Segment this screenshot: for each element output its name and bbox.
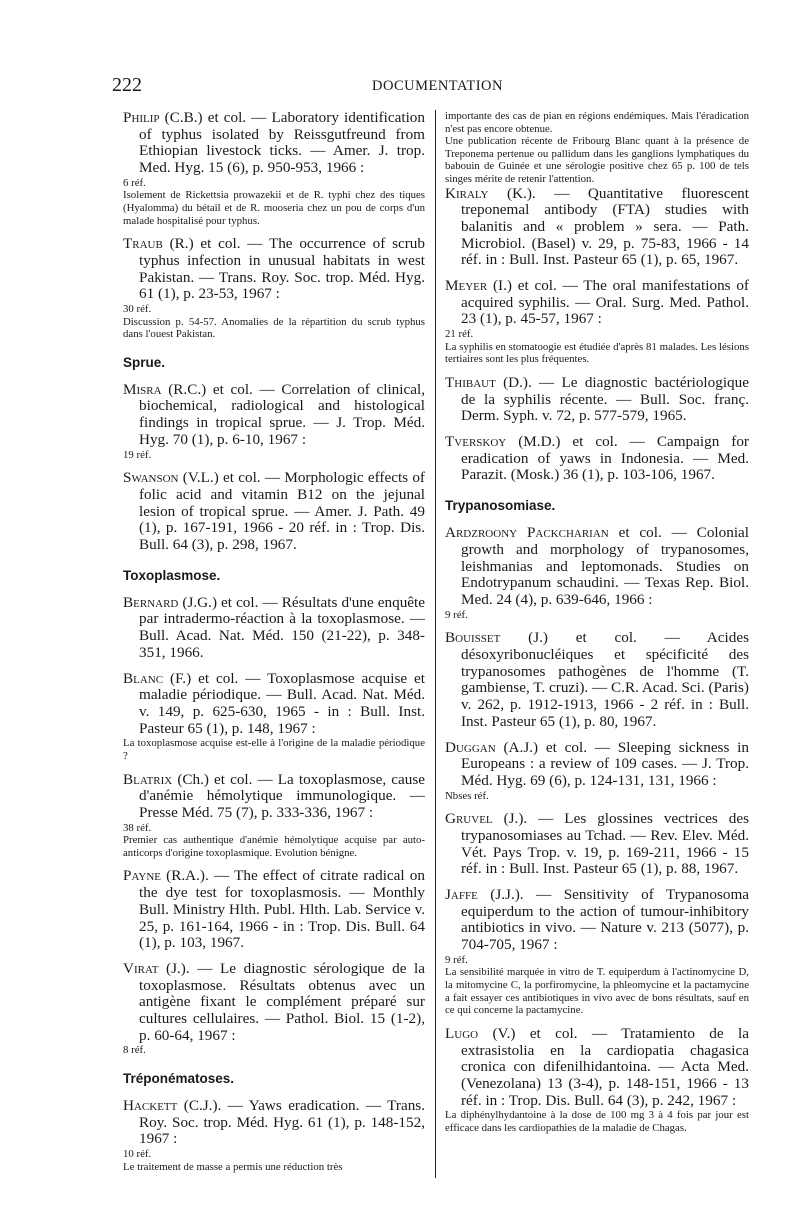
citation-details: (R.C.) et col. — Correlation of clinical, biochemical, radiological and histological findings in tropical sprue. — J. Trop. Méd. Hyg. 70 (1), p. 6-10, 1967 :	[139, 380, 425, 448]
citation-details: (R.) et col. — The occurrence of scrub typhus infection in unusual habitats in west Pakistan. — Trans. Roy. Soc. trop. Méd. Hyg. 61 (1), p. 23-53, 1967 :	[139, 235, 425, 303]
author-name: Lugo	[445, 1024, 479, 1042]
bibliography-entry	[445, 278, 749, 366]
annotation-note: 9 réf.	[445, 608, 468, 621]
bibliography-entry	[445, 740, 749, 803]
citation-text	[123, 470, 425, 554]
citation-text	[123, 961, 425, 1045]
citation-text	[445, 630, 749, 730]
annotation-note: 6 réf.	[123, 176, 146, 189]
bibliography-entry	[123, 868, 425, 952]
annotation-note: Isolement de Rickettsia prowazekii et de R. typhi chez des tiques (Hyalomma) du bétail et de R. mooseria chez un pou de corps d'un malade hospitalisé pour typhus.	[123, 189, 425, 227]
annotation-note: 38 réf.	[123, 821, 152, 834]
bibliography-entry	[445, 186, 749, 270]
annotation-note: Une publication récente de Fribourg Blanc quant à la présence de Treponema pertenue ou pallidum dans les ganglions lymphatiques du babouin de Guinée et une sérologie positive chez 65 p. 100 de tels singes mérite de retenir l'attention.	[445, 135, 749, 185]
running-head: DOCUMENTATION	[372, 78, 503, 94]
citation-details: (J.G.) et col. — Résultats d'une enquête par intradermo-réaction à la toxoplasmose. — Bull. Acad. Nat. Méd. 150 (21-22), p. 348-351, 1966.	[139, 593, 425, 661]
bibliography-entry	[123, 595, 425, 662]
author-name: Kiraly	[445, 184, 489, 202]
citation-text	[445, 278, 749, 328]
bibliography-entry	[445, 630, 749, 730]
author-name: Traub	[123, 235, 163, 253]
annotation-note: 9 réf.	[445, 953, 468, 966]
citation-text	[445, 186, 749, 270]
citation-text	[445, 525, 749, 609]
citation-details: (C.B.) et col. — Laboratory identification of typhus isolated by Reissgutfreund from Ethiopian livestock ticks. — Amer. J. trop. Med. Hyg. 15 (6), p. 950-953, 1966 :	[139, 109, 425, 177]
citation-details: (D.). — Le diagnostic bactériologique de la syphilis récente. — Bull. Soc. franç. Derm. Syph. v. 72, p. 577-579, 1965.	[461, 373, 749, 425]
bibliography-entry	[445, 887, 749, 1017]
bibliography-entry	[445, 525, 749, 621]
section-heading: Trypanosomiase.	[445, 498, 556, 514]
author-name: Philip	[123, 109, 160, 126]
author-name: Blanc	[123, 669, 164, 687]
annotation-note: La syphilis en stomatoogie est étudiée d'après 81 malades. Les lésions tertiaires sont les plus fréquentes.	[445, 340, 749, 366]
annotation-note: 19 réf.	[123, 448, 152, 461]
citation-text	[123, 1098, 425, 1148]
citation-details: (J.). — Les glossines vectrices des trypanosomiases au Tchad. — Rev. Elev. Méd. Vét. Pays Trop. v. 19, p. 169-211, 1966 - 15 réf. in : Bull. Inst. Pasteur 65 (1), p. 88, 1967.	[461, 810, 749, 878]
citation-text	[445, 811, 749, 878]
left-column	[123, 110, 425, 1182]
citation-details: (V.) et col. — Tratamiento de la extrasistolia en la cardiopatia chagasica cronica con difenilhidantoina. — Acta Med. (Venezolana) 13 (3-4), p. 148-151, 1966 - 13 réf. in : Trop. Dis. Bull. 64 (3), p. 242, 1967 :	[461, 1024, 749, 1109]
column-divider	[435, 110, 436, 1178]
citation-details: (V.L.) et col. — Morphologic effects of folic acid and vitamin B12 on the jejunal lesion of tropical sprue. — Amer. J. Path. 49 (1), p. 167-191, 1966 - 20 réf. in : Trop. Dis. Bull. 64 (3), p. 298, 1967.	[139, 469, 425, 553]
author-name: Hackett	[123, 1097, 178, 1115]
author-name: Thibaut	[445, 373, 496, 391]
bibliography-entry	[123, 110, 425, 227]
citation-text	[445, 1026, 749, 1110]
citation-details: (J.) et col. — Acides désoxyribonucléiques et spécificité des trypanosomes pathogènes de l'homme (T. gambiense, T. cruzi). — C.R. Acad. Sci. (Paris) v. 262, p. 1912-1913, 1966 - 2 réf. in : Bull. Inst. Pasteur 65 (1), p. 80, 1967.	[461, 629, 749, 730]
citation-text	[123, 671, 425, 738]
section-heading: Sprue.	[123, 354, 166, 370]
annotation-note: La diphénylhydantoine à la dose de 100 mg 3 à 4 fois par jour est efficace dans les cardiopathies de la maladie de Chagas.	[445, 1109, 749, 1134]
citation-text	[123, 110, 425, 177]
annotation-note: Discussion p. 54-57. Anomalies de la répartition du scrub typhus dans l'ouest Pakistan.	[123, 315, 425, 341]
citation-details: (I.) et col. — The oral manifestations of acquired syphilis. — Oral. Surg. Med. Pathol. 23 (1), p. 45-57, 1967 :	[461, 277, 749, 328]
bibliography-entry	[123, 961, 425, 1057]
author-name: Bouisset	[445, 629, 501, 647]
right-column	[445, 110, 749, 1144]
citation-details: (F.) et col. — Toxoplasmose acquise et maladie périodique. — Bull. Acad. Nat. Méd. v. 149, p. 625-630, 1965 - in : Bull. Inst. Pasteur 65 (1), p. 148, 1967 :	[139, 669, 425, 737]
annotation-note: La toxoplasmose acquise est-elle à l'origine de la maladie périodique ?	[123, 737, 425, 762]
bibliography-entry	[123, 470, 425, 554]
author-name: Jaffe	[445, 886, 478, 904]
bibliography-entry	[445, 811, 749, 878]
citation-text	[123, 382, 425, 449]
author-name: Blatrix	[123, 770, 173, 788]
author-name: Payne	[123, 867, 161, 885]
section-heading: Tréponématoses.	[123, 1071, 235, 1087]
citation-text	[123, 868, 425, 952]
author-name: Misra	[123, 380, 162, 398]
citation-details: (A.J.) et col. — Sleeping sickness in Europeans : a review of 109 cases. — J. Trop. Méd. Hyg. 69 (6), p. 124-131, 131, 1966 :	[461, 738, 749, 789]
bibliography-entry	[123, 236, 425, 341]
annotation-note: La sensibilité marquée in vitro de T. equiperdum à l'actinomycine D, la mitomycine C, la porfiromycine, la phleomycine et la pactamycine a fait essayer ces antibiotiques in vivo avec de bons résultats, sauf en ce qui concerne la pactamycine.	[445, 966, 749, 1017]
citation-text	[445, 887, 749, 954]
annotation-note: importante des cas de pian en régions endémiques. Mais l'éradication n'est pas encore obtenue.	[445, 110, 749, 135]
citation-details: (J.J.). — Sensitivity of Trypanosoma equiperdum to the action of tumour-inhibitory antibiotics in vivo. — Nature v. 213 (5077), p. 704-705, 1967 :	[461, 886, 749, 954]
section-heading: Toxoplasmose.	[123, 567, 221, 583]
bibliography-entry	[445, 1026, 749, 1135]
annotation-note: Le traitement de masse a permis une réduction très	[123, 1160, 343, 1173]
author-name: Bernard	[123, 593, 179, 611]
bibliography-entry	[445, 375, 749, 425]
citation-details: (J.). — Le diagnostic sérologique de la toxoplasmose. Résultats obtenus avec un antigène fixant le complément préparé sur cultures cellulaires. — Pathol. Biol. 15 (1-2), p. 60-64, 1967 :	[139, 959, 425, 1044]
citation-details: et col. — Colonial growth and morphology of trypanosomes, leishmanias and leptomonads. Studies on Endotrypanum schaudini. — Texas Rep. Biol. Med. 24 (4), p. 639-646, 1966 :	[461, 524, 749, 608]
annotation-note: 8 réf.	[123, 1044, 146, 1057]
author-name: Ardzroony Packcharian	[445, 524, 609, 542]
author-name: Gruvel	[445, 810, 493, 828]
citation-details: (R.A.). — The effect of citrate radical on the dye test for toxoplasmosis. — Monthly Bull. Ministry Hlth. Publ. Hlth. Lab. Service v. 25, p. 161-164, 1966 - in : Trop. Dis. Bull. 64 (1), p. 103, 1967.	[139, 867, 425, 952]
author-name: Virat	[123, 959, 159, 977]
author-name: Meyer	[445, 277, 488, 295]
bibliography-entry	[123, 1098, 425, 1173]
citation-details: (C.J.). — Yaws eradication. — Trans. Roy. Soc. trop. Méd. Hyg. 61 (1), p. 148-152, 1967 :	[139, 1097, 425, 1148]
bibliography-entry	[445, 434, 749, 484]
bibliography-entry	[123, 382, 425, 461]
annotation-note: 30 réf.	[123, 303, 152, 315]
annotation-note: 10 réf.	[123, 1148, 152, 1161]
citation-text	[123, 595, 425, 662]
citation-text	[445, 740, 749, 790]
citation-details: (K.). — Quantitative fluorescent treponemal antibody (FTA) studies with balanitis and « problem » sera. — Path. Microbiol. (Basel) v. 29, p. 75-83, 1966 - 14 réf. in : Bull. Inst. Pasteur 65 (1), p. 65, 1967.	[461, 184, 749, 269]
author-name: Duggan	[445, 738, 496, 756]
annotation-note: 21 réf.	[445, 328, 474, 341]
citation-details: (M.D.) et col. — Campaign for eradication of yaws in Indonesia. — Med. Parazit. (Mosk.) 36 (1), p. 103-106, 1967.	[461, 433, 749, 484]
citation-text	[445, 434, 749, 484]
citation-text	[123, 772, 425, 822]
bibliography-entry	[123, 671, 425, 763]
bibliography-entry	[123, 772, 425, 860]
annotation-note: Nbses réf.	[445, 789, 489, 802]
citation-details: (Ch.) et col. — La toxoplasmose, cause d'anémie hémolytique immunologique. — Presse Méd. 75 (7), p. 333-336, 1967 :	[139, 770, 425, 821]
citation-text	[445, 375, 749, 425]
author-name: Tverskoy	[445, 433, 507, 451]
citation-text	[123, 236, 425, 303]
page-number: 222	[112, 74, 142, 96]
author-name: Swanson	[123, 469, 179, 487]
annotation-note: Premier cas authentique d'anémie hémolytique acquise par auto-anticorps d'origine toxoplasmique. Evolution bénigne.	[123, 834, 425, 859]
